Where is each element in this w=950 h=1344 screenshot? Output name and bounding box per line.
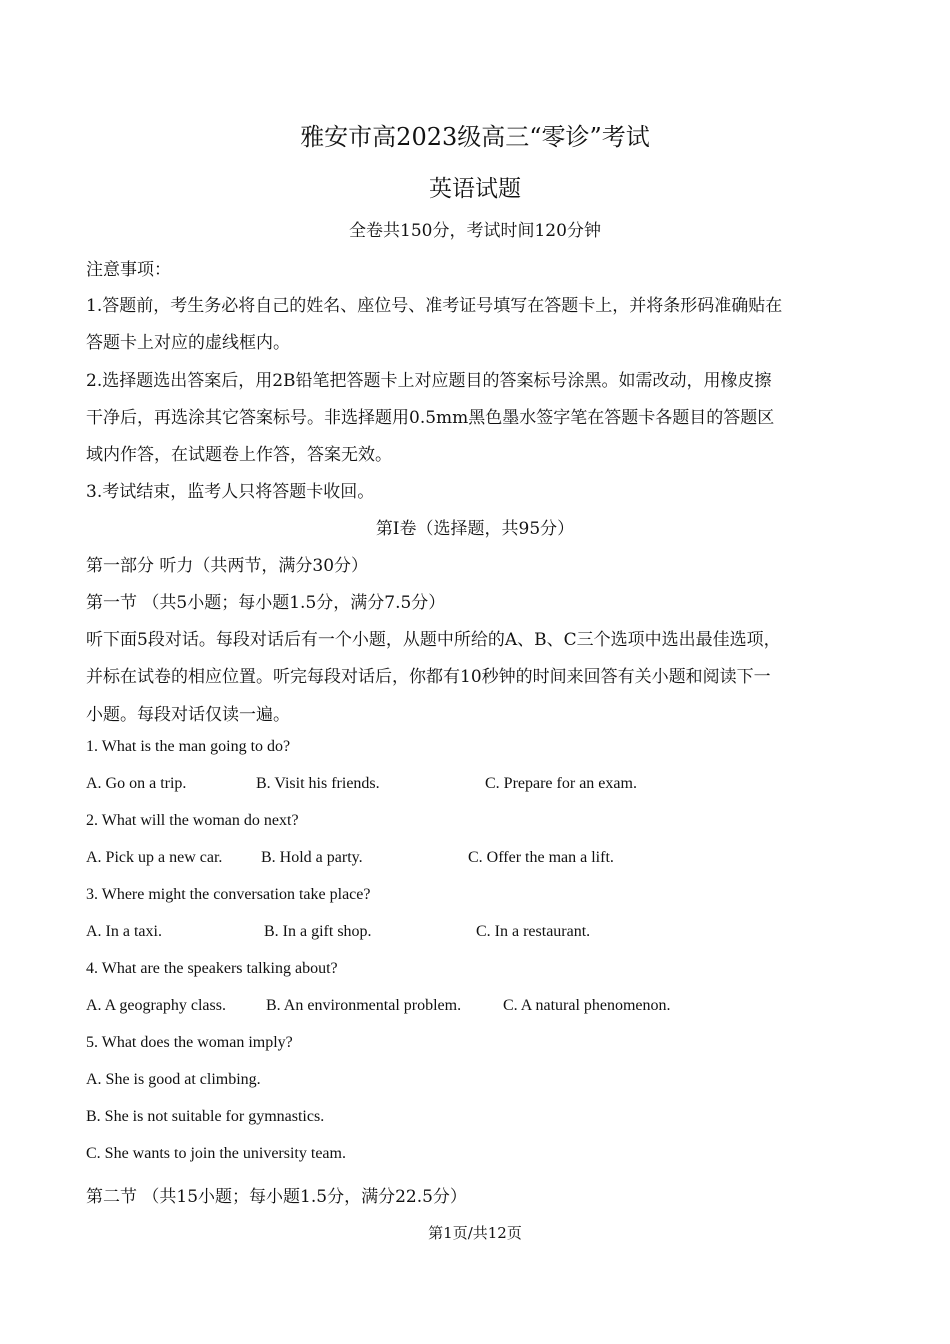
instructions-line-1: 听下面5段对话。每段对话后有一个小题，从题中所给的A、B、C三个选项中选出最佳选项，	[86, 630, 781, 650]
note-item-2-line-2: 干净后，再选涂其它答案标号。非选择题用0.5mm黑色墨水签字笔在答题卡各题目的答题区	[86, 408, 775, 428]
question-4-option-c: C. A natural phenomenon.	[503, 997, 671, 1014]
section2-title: 第二节 （共15小题；每小题1.5分，满分22.5分）	[86, 1187, 467, 1207]
section1-title: 第一节 （共5小题；每小题1.5分，满分7.5分）	[86, 593, 446, 613]
question-3-stem: 3. Where might the conversation take place?	[86, 886, 371, 903]
question-1-option-c: C. Prepare for an exam.	[485, 775, 637, 792]
question-3-option-b: B. In a gift shop.	[264, 923, 372, 940]
question-5-stem: 5. What does the woman imply?	[86, 1034, 293, 1051]
volume-title: 第I卷（选择题，共95分）	[375, 519, 575, 539]
note-item-1-line-2: 答题卡上对应的虚线框内。	[86, 333, 290, 353]
note-item-2-line-1: 2.选择题选出答案后，用2B铅笔把答题卡上对应题目的答案标号涂黑。如需改动，用橡皮擦	[86, 371, 772, 391]
question-1-stem: 1. What is the man going to do?	[86, 738, 291, 755]
note-item-1-line-1: 1.答题前，考生务必将自己的姓名、座位号、准考证号填写在答题卡上，并将条形码准确贴在	[86, 296, 783, 316]
note-item-3: 3.考试结束，监考人只将答题卡收回。	[86, 482, 375, 502]
part1-title: 第一部分 听力（共两节，满分30分）	[86, 556, 369, 576]
question-5-option-a: A. She is good at climbing.	[86, 1071, 261, 1088]
page-number: 第1页/共12页	[428, 1224, 522, 1242]
question-3-option-a: A. In a taxi.	[86, 923, 162, 940]
exam-info: 全卷共150分，考试时间120分钟	[349, 221, 601, 241]
question-2-option-b: B. Hold a party.	[261, 849, 363, 866]
exam-title: 雅安市高2023级高三“零诊”考试	[300, 123, 650, 151]
note-item-2-line-3: 域内作答，在试题卷上作答，答案无效。	[86, 445, 392, 465]
question-4-option-b: B. An environmental problem.	[266, 997, 462, 1014]
question-4-stem: 4. What are the speakers talking about?	[86, 960, 338, 977]
question-2-option-c: C. Offer the man a lift.	[468, 849, 614, 866]
question-1-option-a: A. Go on a trip.	[86, 775, 187, 792]
question-4-option-a: A. A geography class.	[86, 997, 226, 1014]
notes-heading: 注意事项：	[86, 260, 171, 280]
question-3-option-c: C. In a restaurant.	[476, 923, 591, 940]
question-5-option-b: B. She is not suitable for gymnastics.	[86, 1108, 325, 1125]
subject-title: 英语试题	[429, 176, 521, 202]
question-1-option-b: B. Visit his friends.	[256, 775, 380, 792]
question-2-stem: 2. What will the woman do next?	[86, 812, 299, 829]
instructions-line-3: 小题。每段对话仅读一遍。	[86, 705, 290, 725]
instructions-line-2: 并标在试卷的相应位置。听完每段对话后，你都有10秒钟的时间来回答有关小题和阅读下一	[86, 667, 771, 687]
question-5-option-c: C. She wants to join the university team.	[86, 1145, 346, 1162]
question-2-option-a: A. Pick up a new car.	[86, 849, 223, 866]
